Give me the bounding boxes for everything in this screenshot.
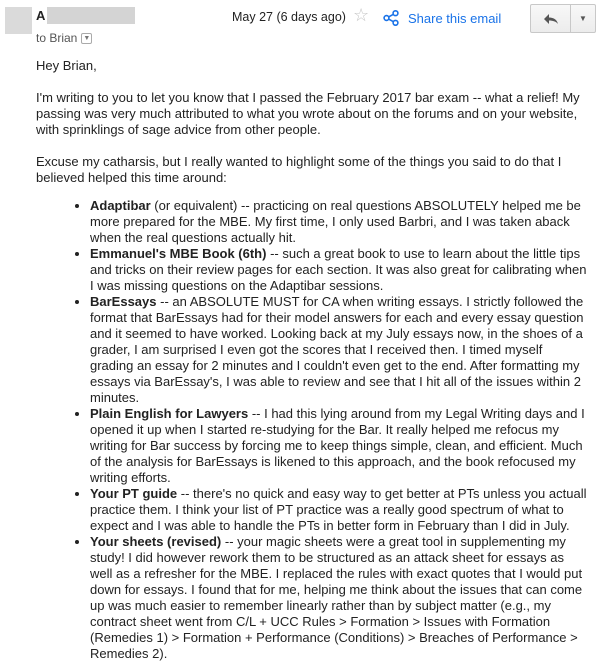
list-item bbox=[90, 246, 588, 294]
share-email-link[interactable] bbox=[383, 10, 501, 26]
list-item-text: -- I had this lying around from my Legal Writing days and I opened it up when I started re-studying for the Bar. It really helped me refocus my writing for Bar success by forcing me to keep things simple, clean, and efficient. Much of the analysis for BarEssays is likened to this approach, and the book refocused my writing efforts. bbox=[90, 406, 585, 485]
list-item-title: Your PT guide bbox=[90, 486, 178, 501]
reply-arrow-icon bbox=[543, 13, 559, 25]
dropdown-caret-icon: ▼ bbox=[579, 14, 587, 23]
reply-button-group bbox=[530, 4, 596, 33]
share-icon bbox=[383, 10, 399, 26]
tips-list bbox=[36, 198, 588, 662]
list-item bbox=[90, 534, 588, 662]
list-item-text: (or equivalent) -- practicing on real questions ABSOLUTELY helped me be more prepared for the MBE. My first time, I only used Barbri, and I was taken aback when the real questions actually hit. bbox=[90, 198, 581, 245]
star-icon[interactable]: ☆ bbox=[353, 5, 370, 25]
recipient-label: to Brian bbox=[36, 31, 78, 45]
list-item bbox=[90, 294, 588, 406]
list-item-title: Emmanuel's MBE Book (6th) bbox=[90, 246, 267, 261]
list-item-title: Plain English for Lawyers bbox=[90, 406, 249, 421]
message-date: May 27 (6 days ago) bbox=[232, 10, 346, 24]
message-header bbox=[0, 0, 600, 58]
list-item-title: Your sheets (revised) bbox=[90, 534, 222, 549]
list-item-title: Adaptibar bbox=[90, 198, 151, 213]
message-body bbox=[36, 58, 588, 662]
body-paragraph-1: I'm writing to you to let you know that I passed the February 2017 bar exam -- what a relief! My passing was very much attributed to what you wrote about on the forums and on your website, with sprinklings of sage advice from other people. bbox=[36, 90, 580, 137]
list-item-title: BarEssays bbox=[90, 294, 157, 309]
sender-name-redacted bbox=[47, 7, 135, 24]
body-paragraph-2: Excuse my catharsis, but I really wanted to highlight some of the things you said to do that I believed helped this time around: bbox=[36, 154, 562, 185]
list-item bbox=[90, 406, 588, 486]
list-item-text: -- there's no quick and easy way to get better at PTs unless you actuall practice them. I think your list of PT practice was a really good spectrum of what to expect and I was able to handle the PTs in better form in February than I did in July. bbox=[90, 486, 587, 533]
list-item bbox=[90, 198, 588, 246]
reply-button[interactable] bbox=[531, 5, 571, 32]
sender-avatar[interactable] bbox=[5, 7, 32, 34]
show-details-chevron-icon[interactable]: ▼ bbox=[81, 33, 92, 44]
list-item bbox=[90, 486, 588, 534]
list-item-text: -- your magic sheets were a great tool in supplementing my study! I did however rework them to be structured as an attack sheet for essays as well as a refresher for the MBE. I replaced the rules with exact quotes that I would put down for essays. I found that for me, helping me think about the issues that can come up was much easier to remember linearly rather than by subject matter (e.g., my contract sheet went from C/L + UCC Rules > Formation > Issues with Formation (Remedies 1) > Formation + Performance (Conditions) > Breaches of Performance > Remedies 2). bbox=[90, 534, 583, 661]
more-options-button[interactable] bbox=[571, 5, 595, 32]
sender-name[interactable] bbox=[36, 7, 135, 24]
share-label: Share this email bbox=[408, 10, 502, 26]
list-item-text: -- an ABSOLUTE MUST for CA when writing essays. I strictly followed the format that BarEssays had for their model answers for each and every essay question and it seemed to have worked. Looking back at my July essays now, in the shoes of a grader, I am surprised I even got the scores that I received then. I timed myself grading an essay for 2 minutes and I couldn't even get to the end. After formatting my essays via BarEssay's, I was able to review and see that I hit all of the issues within 2 minutes. bbox=[90, 294, 584, 405]
sender-initial: A bbox=[36, 8, 46, 23]
greeting: Hey Brian, bbox=[36, 58, 97, 73]
list-item-text: -- such a great book to use to learn about the little tips and tricks on their review pages for each section. It was also great for calibrating when I was missing questions on the Adaptibar sessions. bbox=[90, 246, 587, 293]
recipient-line bbox=[36, 31, 92, 45]
